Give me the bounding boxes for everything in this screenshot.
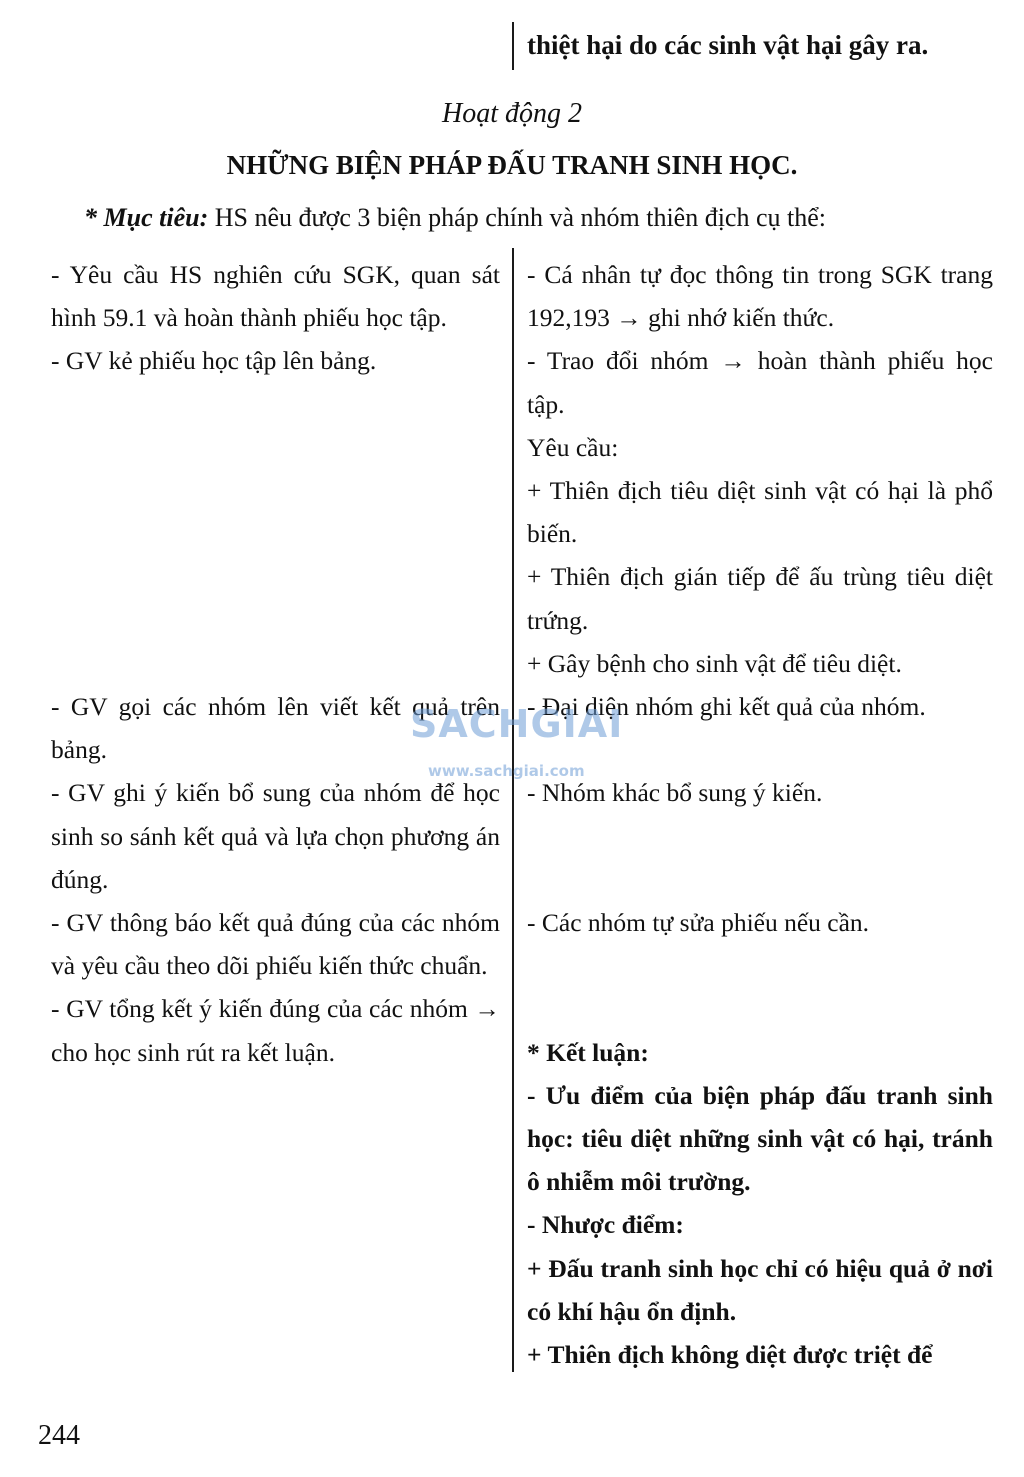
student-paragraph: + Thiên địch tiêu diệt sinh vật có hại là phổ biến.	[527, 476, 993, 549]
student-activity-column	[527, 253, 993, 1376]
column-divider	[512, 248, 514, 1372]
student-paragraph: - Ưu điểm của biện pháp đấu tranh sinh học: tiêu diệt những sinh vật có hại, tránh ô nhiễm môi trường.	[527, 1080, 993, 1197]
student-paragraph	[527, 728, 993, 771]
section-title: NHỮNG BIỆN PHÁP ĐẤU TRANH SINH HỌC.	[226, 150, 798, 180]
student-paragraph: + Thiên địch không diệt được triệt để	[527, 1340, 933, 1370]
teacher-paragraph	[51, 512, 500, 555]
teacher-activity-column	[51, 253, 500, 1074]
teacher-paragraph: - GV ghi ý kiến bổ sung của nhóm để học sinh so sánh kết quả và lựa chọn phương án đúng.	[51, 778, 500, 894]
teacher-paragraph: - GV gọi các nhóm lên viết kết quả trên bảng.	[51, 692, 500, 765]
objective-line	[84, 203, 826, 233]
student-paragraph: - Cá nhân tự đọc thông tin trong SGK trang 192,193 → ghi nhớ kiến thức.	[527, 260, 993, 333]
teacher-paragraph: - GV thông báo kết quả đúng của các nhóm và yêu cầu theo dõi phiếu kiến thức chuẩn.	[51, 908, 500, 981]
student-paragraph: - Các nhóm tự sửa phiếu nếu cần.	[527, 908, 870, 938]
teacher-paragraph	[51, 642, 500, 685]
teacher-paragraph	[51, 426, 500, 469]
student-paragraph: * Kết luận:	[527, 1037, 649, 1067]
student-paragraph	[527, 858, 993, 901]
student-paragraph: + Gây bệnh cho sinh vật để tiêu diệt.	[527, 648, 902, 678]
teacher-paragraph: - GV tổng kết ý kiến đúng của các nhóm → cho học sinh rút ra kết luận.	[51, 994, 500, 1067]
watermark-url: www.sachgiai.com	[428, 762, 585, 780]
teacher-paragraph: - GV kẻ phiếu học tập lên bảng.	[51, 346, 377, 376]
teacher-paragraph	[51, 599, 500, 642]
student-paragraph: + Thiên địch gián tiếp để ấu trùng tiêu diệt trứng.	[527, 562, 993, 635]
student-paragraph: - Đại diện nhóm ghi kết quả của nhóm.	[527, 692, 926, 722]
student-paragraph	[527, 987, 993, 1030]
student-paragraph	[527, 944, 993, 987]
student-paragraph: Yêu cầu:	[527, 432, 619, 462]
student-paragraph: - Nhóm khác bổ sung ý kiến.	[527, 778, 823, 808]
student-paragraph	[527, 815, 993, 858]
carryover-text: thiệt hại do các sinh vật hại gây ra.	[527, 30, 929, 60]
student-paragraph: + Đấu tranh sinh học chỉ có hiệu quả ở nơi có khí hậu ổn định.	[527, 1253, 993, 1326]
page-number: 244	[38, 1420, 80, 1451]
student-paragraph: - Trao đổi nhóm → hoàn thành phiếu học tập.	[527, 346, 993, 419]
activity-label: Hoạt động 2	[442, 98, 582, 129]
watermark-brand: SACHGIAI	[410, 702, 624, 746]
objective-label: * Mục tiêu:	[84, 203, 209, 232]
column-divider-top	[512, 22, 514, 70]
teacher-paragraph	[51, 383, 500, 426]
objective-text: HS nêu được 3 biện pháp chính và nhóm thiên địch cụ thể:	[208, 203, 827, 232]
student-paragraph: - Nhược điểm:	[527, 1210, 684, 1240]
teacher-paragraph	[51, 555, 500, 598]
teacher-paragraph	[51, 469, 500, 512]
teacher-paragraph: - Yêu cầu HS nghiên cứu SGK, quan sát hình 59.1 và hoàn thành phiếu học tập.	[51, 260, 500, 333]
